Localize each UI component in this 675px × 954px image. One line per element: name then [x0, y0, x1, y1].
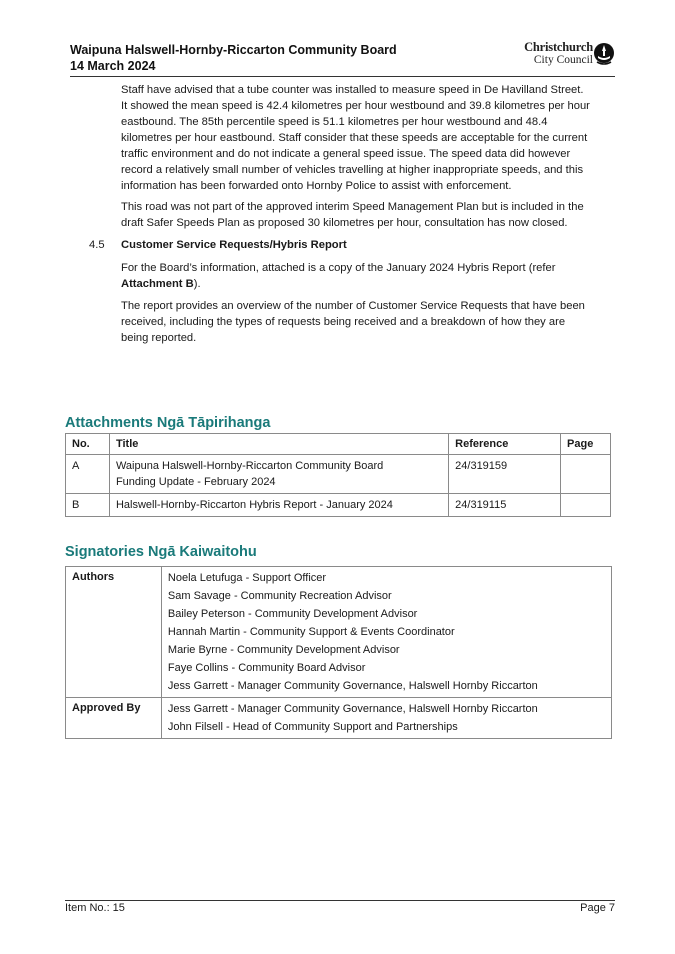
paragraph-line: kilometres per hour eastbound. Staff consider that these speeds are acceptable for the current: [121, 132, 588, 144]
paragraph-line: [121, 276, 613, 292]
logo-line1: Christchurch: [524, 40, 593, 54]
author-entry: Bailey Peterson - Community Development Advisor: [167, 608, 418, 620]
signatories-heading: Signatories Ngā Kaiwaitohu: [65, 544, 257, 560]
paragraph-line: draft Safer Speeds Plan as proposed 30 kilometres per hour, consultation has now closed.: [121, 217, 568, 229]
paragraph-end: ).: [193, 278, 201, 290]
attachments-heading: Attachments Ngā Tāpirihanga: [65, 415, 271, 431]
approver-entry: John Filsell - Head of Community Support and Partnerships: [167, 721, 458, 733]
attachments-table: [65, 433, 611, 517]
author-entry: Sam Savage - Community Recreation Advisor: [167, 590, 392, 602]
attachment-title-line: Waipuna Halswell-Hornby-Riccarton Community Board: [115, 460, 384, 472]
paragraph-line: being reported.: [121, 332, 197, 344]
table-row: [66, 455, 611, 494]
authors-list: [161, 567, 611, 698]
attachment-title[interactable]: [109, 455, 448, 494]
attachment-title[interactable]: Halswell-Hornby-Riccarton Hybris Report - January 2024: [109, 494, 448, 517]
attachment-reference: 24/319115: [449, 494, 561, 517]
paragraph-line: record a relatively small number of vehicles travelling at higher inappropriate speeds, and this: [121, 164, 584, 176]
council-logo: [505, 40, 615, 70]
column-header-no: No.: [66, 434, 110, 455]
logo-line2: City Council: [533, 54, 593, 66]
attachment-page: [561, 455, 611, 494]
author-entry: Faye Collins - Community Board Advisor: [167, 662, 366, 674]
paragraph-line: This road was not part of the approved interim Speed Management Plan but is included in the: [121, 201, 584, 213]
paragraph-line: information has been forwarded onto Hornby Police to assist with enforcement.: [121, 180, 512, 192]
authors-label: Authors: [66, 567, 162, 698]
section-number: 4.5: [89, 239, 105, 251]
signatories-table: [65, 566, 612, 739]
approver-entry: Jess Garrett - Manager Community Governance, Halswell Hornby Riccarton: [167, 703, 538, 715]
speed-data-paragraph: [121, 82, 613, 194]
column-header-reference: Reference: [449, 434, 561, 455]
header-title: [70, 42, 397, 74]
table-row: [66, 698, 612, 739]
page-footer: [65, 900, 615, 914]
attachment-no: B: [66, 494, 110, 517]
cathedral-logo-icon: [593, 42, 615, 66]
table-header-row: [66, 434, 611, 455]
column-header-title: Title: [109, 434, 448, 455]
report-overview-paragraph: [121, 298, 613, 346]
paragraph-line: received, including the types of requests being received and a breakdown of how they are: [121, 316, 566, 328]
paragraph-line: traffic environment and do not indicate a general speed issue. The speed data did however: [121, 148, 571, 160]
section-title: Customer Service Requests/Hybris Report: [121, 239, 347, 251]
item-number: Item No.: 15: [65, 902, 125, 914]
author-entry: Hannah Martin - Community Support & Events Coordinator: [167, 626, 455, 638]
column-header-page: Page: [561, 434, 611, 455]
attachment-b-reference: Attachment B: [121, 278, 194, 290]
table-row: [66, 494, 611, 517]
attachment-reference: 24/319159: [449, 455, 561, 494]
speed-plan-paragraph: [121, 199, 613, 231]
paragraph-line: For the Board’s information, attached is a copy of the January 2024 Hybris Report (refer: [121, 262, 556, 274]
hybris-paragraph: [121, 260, 613, 292]
approvers-list: [161, 698, 611, 739]
attachment-page: [561, 494, 611, 517]
meeting-date: 14 March 2024: [70, 59, 156, 73]
attachment-title-line: Funding Update - February 2024: [115, 476, 276, 488]
author-entry: Jess Garrett - Manager Community Governance, Halswell Hornby Riccarton: [167, 680, 538, 692]
attachment-no: A: [66, 455, 110, 494]
paragraph-line: It showed the mean speed is 42.4 kilometres per hour westbound and 39.8 kilometres per hour: [121, 100, 590, 112]
paragraph-line: The report provides an overview of the number of Customer Service Requests that have been: [121, 300, 585, 312]
approved-by-label: Approved By: [66, 698, 162, 739]
author-entry: Noela Letufuga - Support Officer: [167, 572, 327, 584]
table-row: [66, 567, 612, 698]
author-entry: Marie Byrne - Community Development Advisor: [167, 644, 400, 656]
board-name: Waipuna Halswell-Hornby-Riccarton Community Board: [70, 43, 397, 57]
page-number: Page 7: [580, 902, 615, 914]
paragraph-line: Staff have advised that a tube counter was installed to measure speed in De Havilland Street.: [121, 84, 584, 96]
paragraph-line: eastbound. The 85th percentile speed is 51.1 kilometres per hour westbound and 48.4: [121, 116, 548, 128]
page-header: [70, 40, 615, 77]
